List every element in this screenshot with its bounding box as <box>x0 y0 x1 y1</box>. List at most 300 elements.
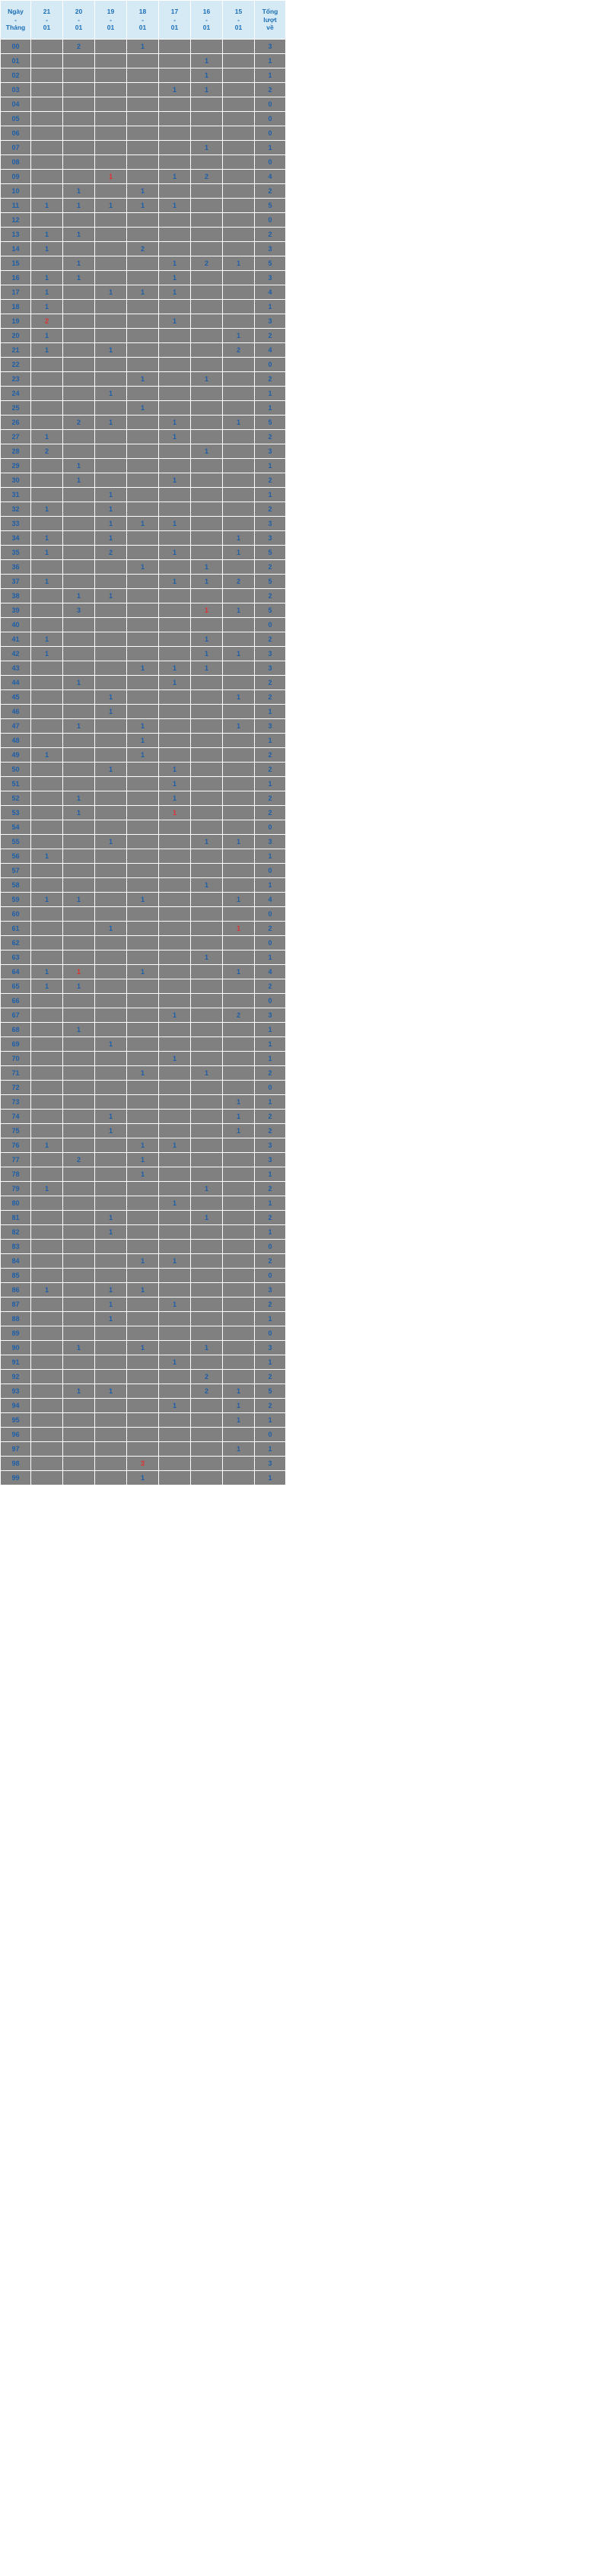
empty-cell <box>31 1052 63 1066</box>
row-number-cell: 31 <box>1 488 31 502</box>
empty-cell <box>127 907 159 922</box>
empty-cell <box>63 1312 95 1326</box>
empty-cell <box>63 1240 95 1254</box>
empty-cell <box>31 1471 63 1485</box>
row-total-cell: 5 <box>255 416 286 430</box>
hit-cell: 1 <box>159 517 191 531</box>
row-total-cell: 5 <box>255 199 286 213</box>
table-row <box>1 1095 286 1110</box>
table-row <box>1 1023 286 1037</box>
empty-cell <box>159 950 191 965</box>
header-line: - <box>78 15 80 24</box>
table-row <box>1 488 286 502</box>
table-row <box>1 1370 286 1384</box>
empty-cell <box>127 950 159 965</box>
empty-cell <box>159 560 191 575</box>
hit-cell: 1 <box>95 922 127 936</box>
empty-cell <box>63 430 95 444</box>
empty-cell <box>63 777 95 791</box>
empty-cell <box>95 1442 127 1457</box>
hit-cell: 1 <box>63 459 95 473</box>
row-total-cell: 2 <box>255 430 286 444</box>
row-total-cell: 3 <box>255 1457 286 1471</box>
hit-cell: 1 <box>63 256 95 271</box>
hit-cell: 1 <box>127 734 159 748</box>
header-date-5 <box>159 1 191 40</box>
row-total-cell: 0 <box>255 1269 286 1283</box>
empty-cell <box>159 864 191 878</box>
empty-cell <box>95 1399 127 1413</box>
empty-cell <box>159 1283 191 1298</box>
empty-cell <box>223 936 255 950</box>
empty-cell <box>191 546 223 560</box>
empty-cell <box>159 1240 191 1254</box>
row-number-cell: 36 <box>1 560 31 575</box>
row-total-cell: 1 <box>255 1312 286 1326</box>
row-number-cell: 00 <box>1 40 31 54</box>
row-number-cell: 02 <box>1 68 31 83</box>
empty-cell <box>191 1355 223 1370</box>
table-row <box>1 83 286 97</box>
hit-cell: 1 <box>95 1283 127 1298</box>
empty-cell <box>191 531 223 546</box>
hit-cell: 1 <box>127 199 159 213</box>
empty-cell <box>223 907 255 922</box>
empty-cell <box>191 690 223 705</box>
empty-cell <box>127 632 159 647</box>
table-body <box>1 40 286 1485</box>
empty-cell <box>159 444 191 459</box>
row-total-cell: 0 <box>255 358 286 372</box>
empty-cell <box>95 271 127 285</box>
empty-cell <box>223 502 255 517</box>
empty-cell <box>127 126 159 141</box>
empty-cell <box>63 1052 95 1066</box>
empty-cell <box>223 763 255 777</box>
row-total-cell: 0 <box>255 994 286 1008</box>
row-total-cell: 1 <box>255 1095 286 1110</box>
empty-cell <box>223 83 255 97</box>
table-row <box>1 661 286 676</box>
table-row <box>1 849 286 864</box>
row-total-cell: 5 <box>255 603 286 618</box>
empty-cell <box>95 401 127 416</box>
hit-cell: 1 <box>223 1110 255 1124</box>
empty-cell <box>95 473 127 488</box>
empty-cell <box>95 141 127 155</box>
hit-cell: 1 <box>127 1283 159 1298</box>
empty-cell <box>31 387 63 401</box>
header-day-month <box>1 1 31 40</box>
table-row <box>1 806 286 820</box>
empty-cell <box>127 864 159 878</box>
row-total-cell: 1 <box>255 1225 286 1240</box>
empty-cell <box>95 329 127 343</box>
empty-cell <box>191 459 223 473</box>
row-total-cell: 2 <box>255 83 286 97</box>
empty-cell <box>63 1110 95 1124</box>
table-row <box>1 1399 286 1413</box>
empty-cell <box>159 1269 191 1283</box>
empty-cell <box>31 488 63 502</box>
empty-cell <box>127 1052 159 1066</box>
empty-cell <box>127 1298 159 1312</box>
empty-cell <box>191 184 223 199</box>
row-number-cell: 83 <box>1 1240 31 1254</box>
empty-cell <box>127 54 159 68</box>
empty-cell <box>159 936 191 950</box>
empty-cell <box>127 1037 159 1052</box>
empty-cell <box>191 1326 223 1341</box>
empty-cell <box>95 1196 127 1211</box>
empty-cell <box>159 994 191 1008</box>
row-number-cell: 37 <box>1 575 31 589</box>
table-row <box>1 820 286 835</box>
empty-cell <box>95 965 127 979</box>
empty-cell <box>31 618 63 632</box>
row-total-cell: 1 <box>255 1196 286 1211</box>
empty-cell <box>159 68 191 83</box>
row-total-cell: 2 <box>255 748 286 763</box>
header-line: 01 <box>234 24 243 32</box>
empty-cell <box>223 1211 255 1225</box>
empty-cell <box>31 459 63 473</box>
empty-cell <box>159 502 191 517</box>
hit-cell: 1 <box>31 893 63 907</box>
empty-cell <box>223 1298 255 1312</box>
empty-cell <box>159 719 191 734</box>
table-row <box>1 1471 286 1485</box>
empty-cell <box>159 632 191 647</box>
empty-cell <box>63 1413 95 1428</box>
empty-cell <box>127 603 159 618</box>
row-number-cell: 33 <box>1 517 31 531</box>
hit-cell: 1 <box>159 1052 191 1066</box>
empty-cell <box>95 791 127 806</box>
hit-cell: 2 <box>191 1384 223 1399</box>
empty-cell <box>191 155 223 170</box>
empty-cell <box>191 994 223 1008</box>
hit-cell: 1 <box>223 647 255 661</box>
empty-cell <box>63 618 95 632</box>
hit-cell: 2 <box>95 546 127 560</box>
empty-cell <box>63 68 95 83</box>
empty-cell <box>127 922 159 936</box>
empty-cell <box>95 676 127 690</box>
empty-cell <box>223 517 255 531</box>
hit-cell: 1 <box>127 1471 159 1485</box>
empty-cell <box>31 1428 63 1442</box>
hit-cell: 1 <box>127 372 159 387</box>
empty-cell <box>127 1269 159 1283</box>
empty-cell <box>31 950 63 965</box>
empty-cell <box>159 126 191 141</box>
empty-cell <box>159 849 191 864</box>
empty-cell <box>223 387 255 401</box>
row-total-cell: 3 <box>255 1008 286 1023</box>
hit-cell: 1 <box>95 387 127 401</box>
empty-cell <box>31 40 63 54</box>
hit-cell: 1 <box>159 676 191 690</box>
empty-cell <box>127 979 159 994</box>
table-row <box>1 358 286 372</box>
empty-cell <box>95 1095 127 1110</box>
empty-cell <box>95 1240 127 1254</box>
hit-cell: 1 <box>191 1341 223 1355</box>
row-number-cell: 64 <box>1 965 31 979</box>
row-total-cell: 5 <box>255 546 286 560</box>
empty-cell <box>31 1008 63 1023</box>
row-number-cell: 93 <box>1 1384 31 1399</box>
empty-cell <box>31 763 63 777</box>
frequency-table <box>0 0 286 1485</box>
empty-cell <box>223 734 255 748</box>
empty-cell <box>127 170 159 184</box>
hit-cell: 1 <box>223 835 255 849</box>
empty-cell <box>127 112 159 126</box>
empty-cell <box>63 632 95 647</box>
hit-cell: 1 <box>63 719 95 734</box>
hit-cell: 1 <box>191 661 223 676</box>
empty-cell <box>63 112 95 126</box>
empty-cell <box>191 329 223 343</box>
hit-cell: 1 <box>223 719 255 734</box>
row-total-cell: 2 <box>255 676 286 690</box>
row-total-cell: 4 <box>255 285 286 300</box>
empty-cell <box>31 1196 63 1211</box>
row-number-cell: 72 <box>1 1081 31 1095</box>
empty-cell <box>159 1095 191 1110</box>
row-total-cell: 2 <box>255 1124 286 1138</box>
hit-cell: 2 <box>63 416 95 430</box>
empty-cell <box>31 416 63 430</box>
row-total-cell: 3 <box>255 835 286 849</box>
empty-cell <box>127 444 159 459</box>
hit-cell: 1 <box>159 661 191 676</box>
table-row <box>1 748 286 763</box>
empty-cell <box>223 1138 255 1153</box>
hit-cell: 1 <box>223 1442 255 1457</box>
header-line: 19 <box>107 8 115 16</box>
empty-cell <box>95 1370 127 1384</box>
row-total-cell: 0 <box>255 820 286 835</box>
table-row <box>1 1182 286 1196</box>
hit-cell: 1 <box>95 1211 127 1225</box>
empty-cell <box>63 690 95 705</box>
hit-cell: 1 <box>31 329 63 343</box>
empty-cell <box>63 661 95 676</box>
hit-cell: 1 <box>127 517 159 531</box>
row-number-cell: 84 <box>1 1254 31 1269</box>
hit-cell: 1 <box>95 199 127 213</box>
empty-cell <box>63 878 95 893</box>
empty-cell <box>63 849 95 864</box>
empty-cell <box>127 1442 159 1457</box>
empty-cell <box>127 936 159 950</box>
hit-cell: 1 <box>31 647 63 661</box>
row-total-cell: 1 <box>255 1413 286 1428</box>
row-total-cell: 1 <box>255 1471 286 1485</box>
row-number-cell: 89 <box>1 1326 31 1341</box>
row-total-cell: 2 <box>255 228 286 242</box>
row-number-cell: 52 <box>1 791 31 806</box>
row-number-cell: 15 <box>1 256 31 271</box>
empty-cell <box>159 1023 191 1037</box>
empty-cell <box>95 560 127 575</box>
hit-cell: 1 <box>31 1283 63 1298</box>
row-number-cell: 42 <box>1 647 31 661</box>
empty-cell <box>31 170 63 184</box>
table-row <box>1 777 286 791</box>
table-row <box>1 1312 286 1326</box>
row-number-cell: 69 <box>1 1037 31 1052</box>
empty-cell <box>191 1037 223 1052</box>
table-row <box>1 271 286 285</box>
empty-cell <box>63 488 95 502</box>
hit-cell: 1 <box>159 763 191 777</box>
row-total-cell: 3 <box>255 647 286 661</box>
empty-cell <box>95 719 127 734</box>
row-number-cell: 65 <box>1 979 31 994</box>
empty-cell <box>95 184 127 199</box>
header-line: - <box>205 15 208 24</box>
empty-cell <box>63 1471 95 1485</box>
empty-cell <box>223 589 255 603</box>
empty-cell <box>223 777 255 791</box>
empty-cell <box>223 444 255 459</box>
empty-cell <box>223 1254 255 1269</box>
empty-cell <box>223 791 255 806</box>
table-row <box>1 329 286 343</box>
empty-cell <box>159 459 191 473</box>
table-row <box>1 54 286 68</box>
hit-cell: 1 <box>223 893 255 907</box>
empty-cell <box>95 864 127 878</box>
row-number-cell: 82 <box>1 1225 31 1240</box>
empty-cell <box>159 618 191 632</box>
header-line: - <box>110 15 112 24</box>
row-total-cell: 0 <box>255 1081 286 1095</box>
row-total-cell: 0 <box>255 864 286 878</box>
table-row <box>1 705 286 719</box>
empty-cell <box>191 1283 223 1298</box>
row-total-cell: 4 <box>255 893 286 907</box>
empty-cell <box>31 705 63 719</box>
empty-cell <box>159 748 191 763</box>
empty-cell <box>191 1298 223 1312</box>
empty-cell <box>95 878 127 893</box>
table-row <box>1 1225 286 1240</box>
empty-cell <box>191 676 223 690</box>
table-row <box>1 1110 286 1124</box>
empty-cell <box>191 517 223 531</box>
empty-cell <box>191 1442 223 1457</box>
row-number-cell: 25 <box>1 401 31 416</box>
empty-cell <box>63 54 95 68</box>
hit-cell: 1 <box>31 531 63 546</box>
empty-cell <box>95 777 127 791</box>
empty-cell <box>127 531 159 546</box>
row-number-cell: 58 <box>1 878 31 893</box>
empty-cell <box>127 141 159 155</box>
hit-cell: 1 <box>95 488 127 502</box>
hit-cell: 1 <box>159 473 191 488</box>
hit-cell: 1 <box>95 763 127 777</box>
empty-cell <box>63 820 95 835</box>
hit-cell: 1 <box>127 893 159 907</box>
empty-cell <box>127 647 159 661</box>
empty-cell <box>223 430 255 444</box>
empty-cell <box>63 907 95 922</box>
row-number-cell: 67 <box>1 1008 31 1023</box>
hit-cell: 1 <box>95 1110 127 1124</box>
hit-cell: 1 <box>31 849 63 864</box>
empty-cell <box>95 950 127 965</box>
table-row <box>1 1196 286 1211</box>
row-number-cell: 09 <box>1 170 31 184</box>
hit-cell: 1 <box>95 589 127 603</box>
empty-cell <box>191 40 223 54</box>
empty-cell <box>127 791 159 806</box>
empty-cell <box>191 97 223 112</box>
empty-cell <box>159 401 191 416</box>
row-total-cell: 2 <box>255 632 286 647</box>
empty-cell <box>95 1413 127 1428</box>
hit-cell: 1 <box>191 1182 223 1196</box>
row-total-cell: 2 <box>255 690 286 705</box>
table-row <box>1 1428 286 1442</box>
row-total-cell: 2 <box>255 1298 286 1312</box>
hit-cell: 1 <box>63 676 95 690</box>
empty-cell <box>95 849 127 864</box>
empty-cell <box>31 1355 63 1370</box>
empty-cell <box>31 1442 63 1457</box>
hit-cell: 1 <box>159 546 191 560</box>
empty-cell <box>127 228 159 242</box>
hit-cell: 2 <box>31 314 63 329</box>
hit-cell: 1 <box>159 777 191 791</box>
empty-cell <box>95 83 127 97</box>
row-total-cell: 4 <box>255 170 286 184</box>
row-number-cell: 57 <box>1 864 31 878</box>
empty-cell <box>31 690 63 705</box>
row-number-cell: 92 <box>1 1370 31 1384</box>
table-row <box>1 170 286 184</box>
hit-cell: 1 <box>63 1341 95 1355</box>
hit-cell: 3 <box>63 603 95 618</box>
empty-cell <box>95 820 127 835</box>
empty-cell <box>159 343 191 358</box>
row-total-cell: 1 <box>255 734 286 748</box>
row-number-cell: 23 <box>1 372 31 387</box>
table-row <box>1 387 286 401</box>
empty-cell <box>223 1066 255 1081</box>
empty-cell <box>95 661 127 676</box>
table-row <box>1 690 286 705</box>
table-row <box>1 112 286 126</box>
empty-cell <box>223 285 255 300</box>
empty-cell <box>127 387 159 401</box>
hit-cell: 1 <box>127 285 159 300</box>
hit-cell: 1 <box>127 1167 159 1182</box>
hit-cell: 1 <box>159 1355 191 1370</box>
empty-cell <box>223 213 255 228</box>
empty-cell <box>191 864 223 878</box>
empty-cell <box>63 1326 95 1341</box>
hit-cell: 1 <box>127 661 159 676</box>
hit-cell: 1 <box>223 603 255 618</box>
empty-cell <box>127 329 159 343</box>
